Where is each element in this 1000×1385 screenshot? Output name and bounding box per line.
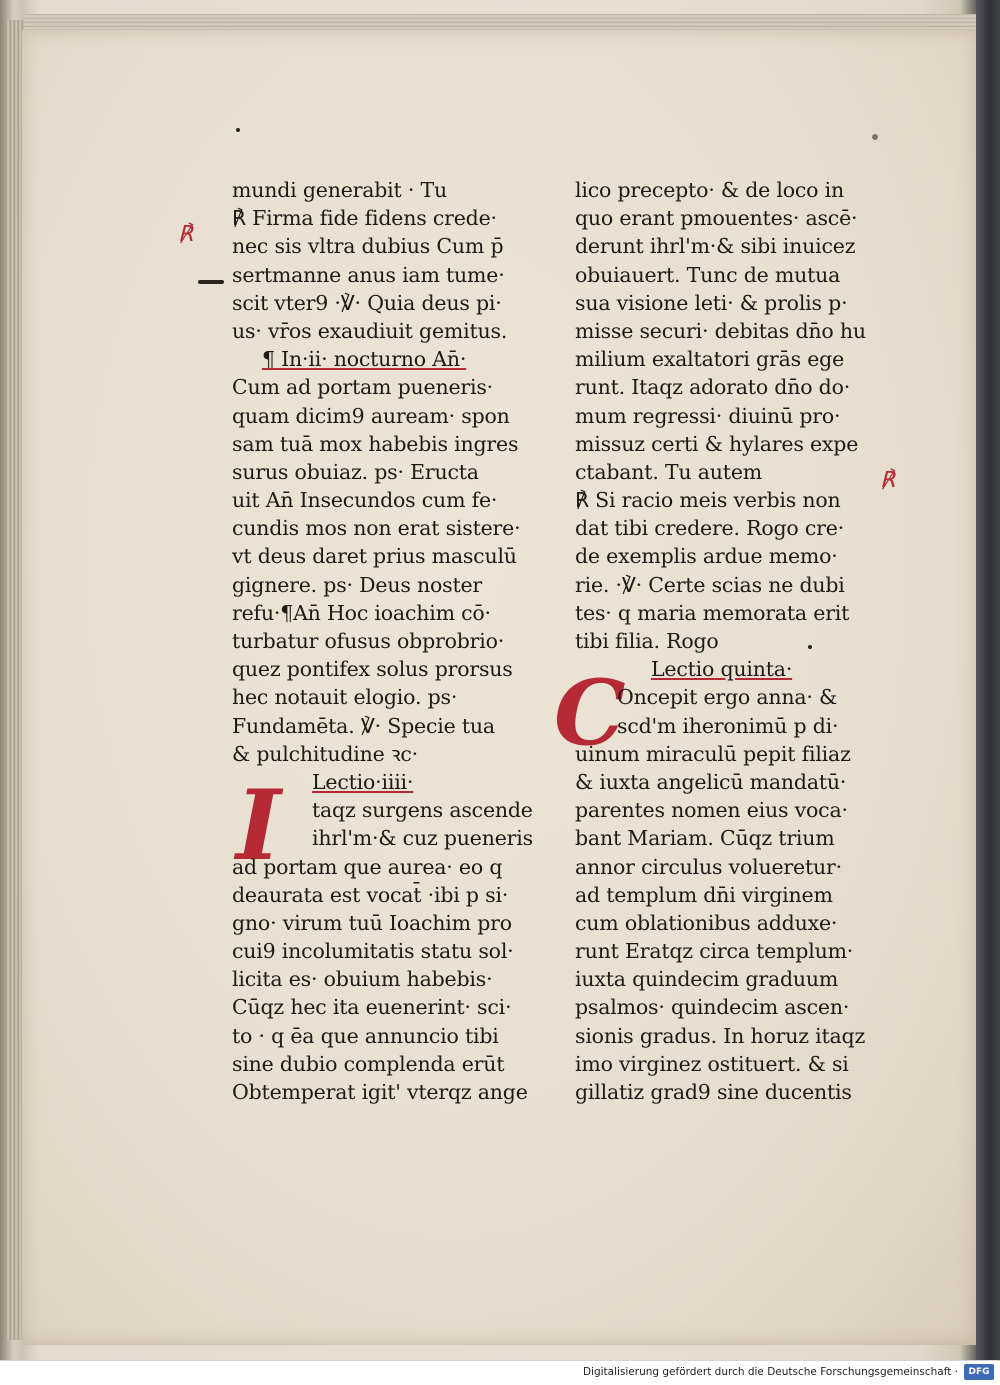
text-line: taqz surgens ascende xyxy=(312,798,533,823)
text-line: surus obuiaz. ps· Eructa xyxy=(232,459,479,484)
text-line: imo virginez ostituert. & si xyxy=(575,1051,849,1076)
paper-hole xyxy=(872,134,878,140)
text-line: Cum ad portam pueneris· xyxy=(232,375,493,400)
text-line: scd'm iheronimū p di· xyxy=(617,713,839,738)
funding-notice: Digitalisierung gefördert durch die Deutsche Forschungsgemeinschaft · xyxy=(582,1366,958,1378)
text-line: ad portam que aurea· eo q xyxy=(232,854,503,879)
ink-dot xyxy=(236,128,240,132)
text-line: turbatur ofusus obprobrio· xyxy=(232,629,505,653)
dfg-logo[interactable]: DFG xyxy=(964,1364,994,1380)
text-line: Obtemperat igit' vterqz ange xyxy=(232,1080,528,1104)
text-line: gillatiz grad9 sine ducentis xyxy=(575,1080,852,1104)
lectio-heading: Lectio·iiii· xyxy=(312,769,414,794)
text-line: psalmos· quindecim ascen· xyxy=(575,995,850,1020)
text-line: milium exaltatori grās ege xyxy=(575,347,845,372)
text-line: us· vr̄os exaudiuit gemitus. xyxy=(232,318,508,343)
text-line: cui9 incolumitatis statu sol· xyxy=(232,939,514,964)
text-line: ctabant. Tu autem xyxy=(575,459,762,484)
text-line: ℟ Si racio meis verbis non xyxy=(575,488,841,513)
text-line: tibi filia. Rogo xyxy=(575,629,719,653)
right-text-column xyxy=(575,176,875,1106)
text-line: sam tuā mox habebis ingres xyxy=(232,431,519,456)
text-line: bant Mariam. Cūqz trium xyxy=(575,826,835,851)
lectio-heading: Lectio quinta· xyxy=(651,657,793,682)
text-line: quam dicim9 auream· spon xyxy=(232,403,510,428)
text-line: derunt ihrl'm·& sibi inuicez xyxy=(575,234,856,259)
text-line: mum regressi· diuinū pro· xyxy=(575,403,841,428)
text-line: gno· virum tuū Ioachim pro xyxy=(232,910,512,935)
drop-initial-i: I xyxy=(236,769,281,882)
text-line: runt Eratqz circa templum· xyxy=(575,939,854,964)
text-line: cundis mos non erat sistere· xyxy=(232,516,521,541)
text-line: deaurata est vocat̄ ·ibi p si· xyxy=(232,882,509,907)
text-line: nec sis vltra dubius Cum p̄ xyxy=(232,234,504,259)
text-line: lico precepto· & de loco in xyxy=(575,178,844,202)
text-line: Fundamēta. ℣· Specie tua xyxy=(232,713,495,738)
text-line: runt. Itaqz adorato dn̄o do· xyxy=(575,375,851,400)
text-line: quez pontifex solus prorsus xyxy=(232,657,513,682)
text-line: & pulchitudine ꝛc· xyxy=(232,741,418,766)
text-line: sine dubio complenda erūt xyxy=(232,1051,505,1076)
text-line: ad templum dn̄i virginem xyxy=(575,882,833,907)
text-line: cum oblationibus adduxe· xyxy=(575,910,838,935)
text-line: scit vter9 ·℣· Quia deus pi· xyxy=(232,290,502,315)
text-line: sertmanne anus iam tume· xyxy=(232,262,505,287)
text-line: sionis gradus. In horuz itaqz xyxy=(575,1023,866,1048)
text-line: misse securi· debitas dn̄o hu xyxy=(575,318,866,343)
text-line: ihrl'm·& cuz pueneris xyxy=(312,826,533,851)
text-line: dat tibi credere. Rogo cre· xyxy=(575,516,845,541)
text-line: Oncepit ergo anna· & xyxy=(617,685,838,710)
text-line: & iuxta angelicū mandatū· xyxy=(575,769,847,794)
text-line: Cūqz hec ita euenerint· sci· xyxy=(232,995,512,1020)
footer-bar xyxy=(0,1360,1000,1385)
text-line: ℟ Firma fide fidens crede· xyxy=(232,206,497,231)
text-line: annor circulus volueretur· xyxy=(575,854,842,879)
text-line: to · q ēa que annuncio tibi xyxy=(232,1023,499,1048)
text-line: iuxta quindecim graduum xyxy=(575,967,839,992)
text-line: missuz certi & hylares expe xyxy=(575,431,859,456)
text-line: uinum miraculū pepit filiaz xyxy=(575,741,851,766)
text-line: quo erant pmouentes· ascē· xyxy=(575,206,858,231)
margin-dash xyxy=(198,280,224,284)
text-line: hec notauit elogio. ps· xyxy=(232,685,458,710)
margin-responsory-mark-left: ℟ xyxy=(178,222,194,247)
rubric-heading: ¶ In·ii· nocturno An̄· xyxy=(262,347,467,372)
text-line: de exemplis ardue memo· xyxy=(575,544,838,569)
text-line: rie. ·℣· Certe scias ne dubi xyxy=(575,572,845,597)
book-spine xyxy=(976,0,1000,1360)
text-line: licita es· obuium habebis· xyxy=(232,967,493,992)
text-line: tes· q maria memorata erit xyxy=(575,600,850,625)
text-line: obuiauert. Tunc de mutua xyxy=(575,262,841,287)
text-line: mundi generabit · Tu xyxy=(232,178,447,202)
text-line: parentes nomen eius voca· xyxy=(575,798,848,823)
text-line: sua visione leti· & prolis p· xyxy=(575,290,848,315)
margin-responsory-mark-right: ℟ xyxy=(880,468,896,493)
drop-initial-c: C xyxy=(554,660,626,766)
left-text-column xyxy=(232,176,532,1106)
text-line: refu·¶An̄ Hoc ioachim cō· xyxy=(232,600,491,625)
text-line: gignere. ps· Deus noster xyxy=(232,572,483,597)
text-line: vt deus daret prius masculū xyxy=(232,544,517,569)
text-line: uit An̄ Insecundos cum fe· xyxy=(232,488,498,513)
